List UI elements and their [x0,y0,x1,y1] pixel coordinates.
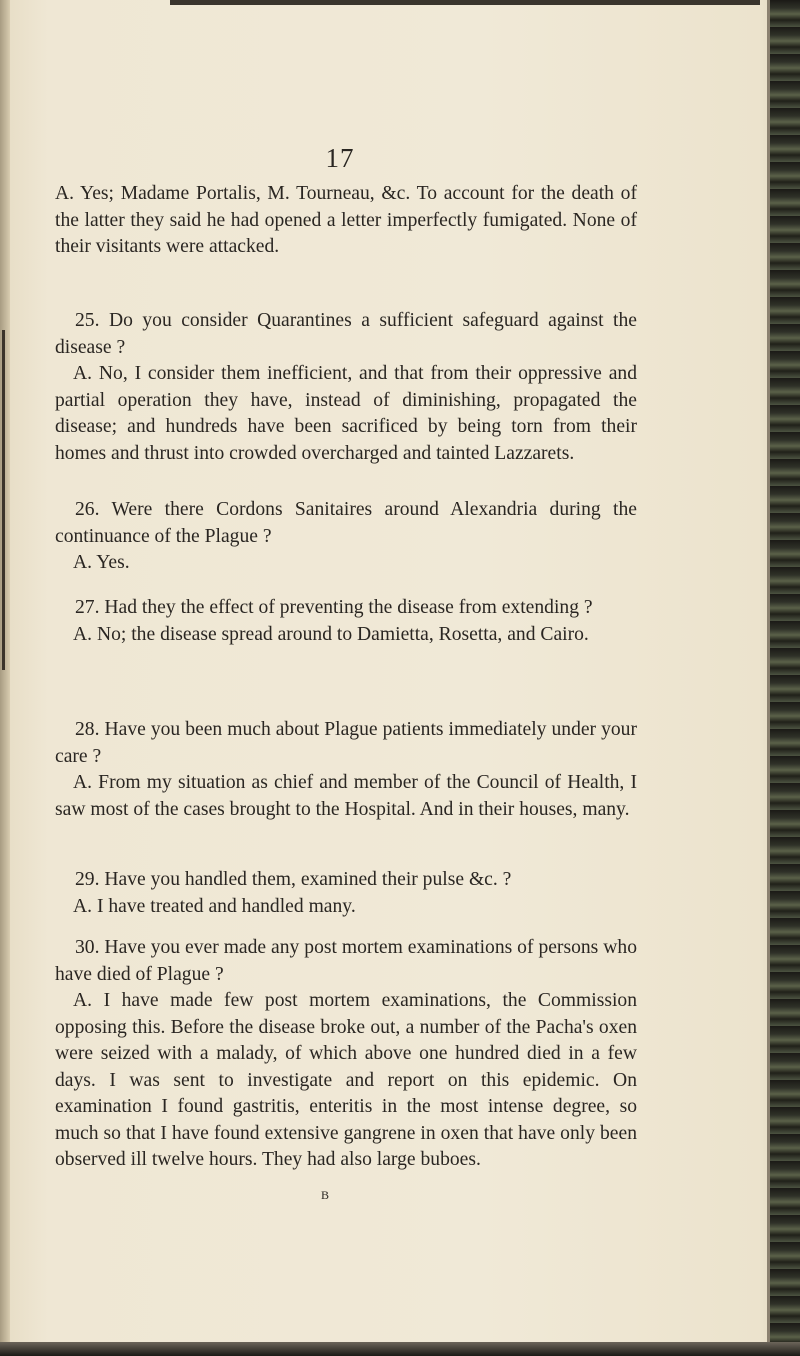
page-margin-rule [2,330,5,670]
question-27: 27. Had they the effect of preventing the disease from extending ? [75,597,593,618]
bottom-edge-bar [0,1342,800,1356]
top-edge-bar [170,0,760,5]
answer-29: A. I have treated and handled many. [73,895,356,917]
answer-30: A. I have made few post mortem examinations, the Commission opposing this. Before the disease broke out, a number of the Pacha's oxen were seized with a malady, of which above one hundred died in a few days. I was sent to investigate and report on this epidemic. On examination I found gastritis, enteritis in the most intense degree, so much so that I have found extensive gangrene in oxen that have only been observed ill twelve hours. They had also large buboes. [55,990,637,1170]
block-q27 [55,595,637,648]
answer-28: A. From my situation as chief and member of the Council of Health, I saw most of the cases brought to the Hospital. And in their houses, many. [55,772,637,820]
block-continuation [55,181,637,261]
paragraph-answer: A. Yes; Madame Portalis, M. Tourneau, &c. To account for the death of the latter they said he had opened a letter imperfectly fumigated. None of their visitants were attacked. [55,183,637,257]
question-26: 26. Were there Cordons Sanitaires around Alexandria during the continuance of the Plague ? [55,499,637,547]
block-q25 [55,308,637,467]
block-q30 [55,935,637,1174]
block-q28 [55,717,637,823]
answer-25: A. No, I consider them inefficient, and that from their oppressive and partial operation they have, instead of diminishing, propagated the disease; and hundreds have been sacrificed by being torn from their homes and thrust into crowded overcharged and tainted Lazzarets. [55,363,637,464]
question-29: 29. Have you handled them, examined their pulse &c. ? [75,869,512,890]
question-28: 28. Have you been much about Plague patients immediately under your care ? [55,719,637,767]
block-q26 [55,497,637,577]
page-left-edge [0,0,10,1356]
page-number: 17 [325,143,355,173]
answer-27: A. No; the disease spread around to Damietta, Rosetta, and Cairo. [73,623,589,645]
answer-26: A. Yes. [73,552,130,573]
block-q29 [55,867,637,920]
signature-mark: B [321,1188,330,1202]
question-30: 30. Have you ever made any post mortem examinations of persons who have died of Plague ? [55,937,637,985]
question-25: 25. Do you consider Quarantines a sufficient safeguard against the disease ? [55,310,637,358]
binding-strip [770,0,800,1356]
